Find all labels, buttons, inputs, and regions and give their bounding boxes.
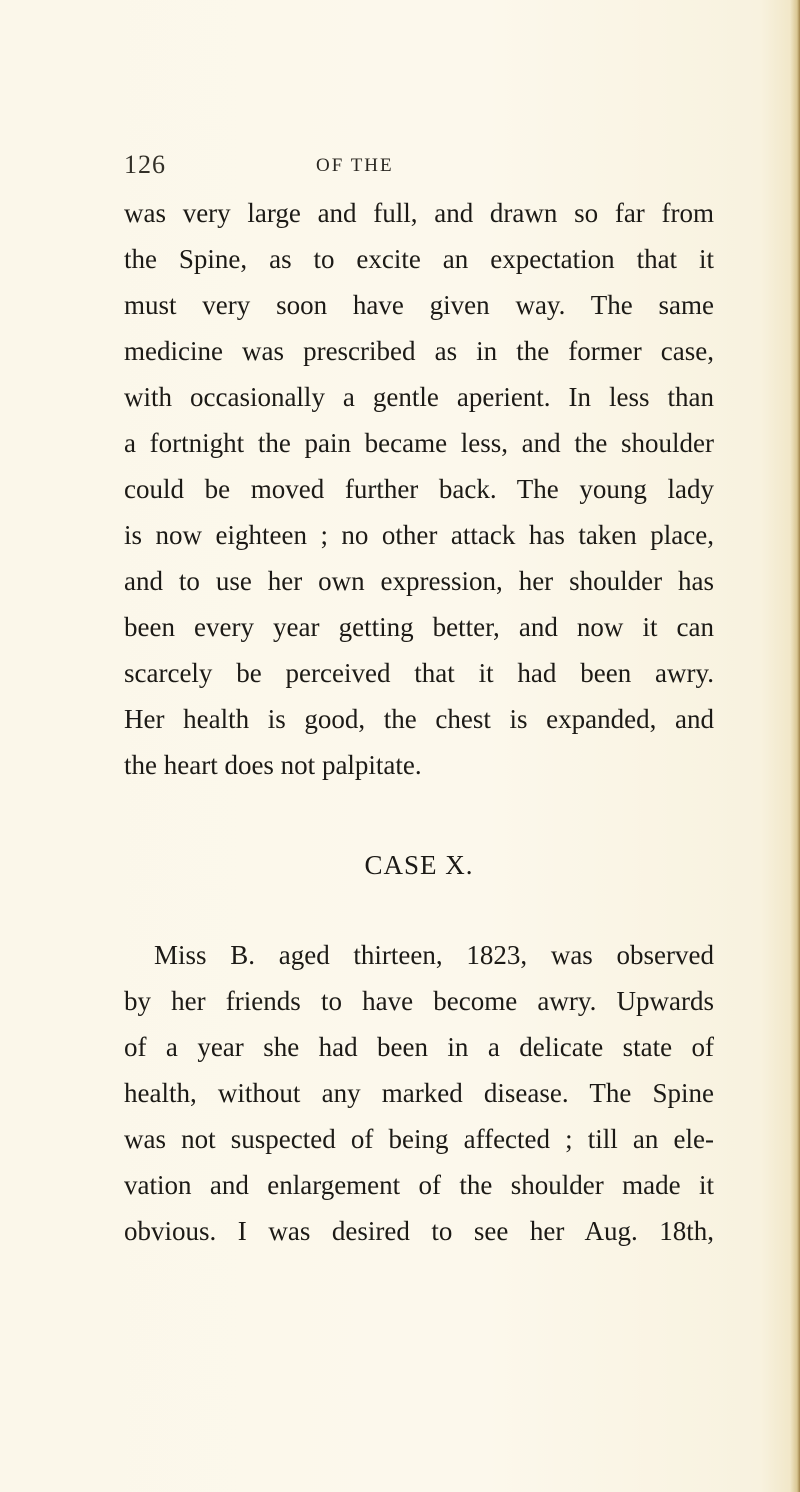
text-line: could be moved further back. The young lady xyxy=(124,474,714,504)
text-line: Miss B. aged thirteen, 1823, was observed xyxy=(154,940,714,970)
paragraph-1 xyxy=(124,190,714,788)
page-edge-shadow xyxy=(790,0,800,1492)
text-line: with occasionally a gentle aperient. In less than xyxy=(124,382,714,412)
text-line: the heart does not palpitate. xyxy=(124,750,422,780)
text-line: a fortnight the pain became less, and the shoulder xyxy=(124,428,714,458)
text-line: been every year getting better, and now it can xyxy=(124,612,714,642)
paragraph-2 xyxy=(124,932,714,1254)
page-header xyxy=(124,150,714,190)
running-head: OF THE xyxy=(316,155,394,176)
text-line: medicine was prescribed as in the former case, xyxy=(124,336,714,366)
text-line: health, without any marked disease. The Spine xyxy=(124,1078,714,1108)
page-number: 126 xyxy=(124,150,166,179)
text-line: obvious. I was desired to see her Aug. 18th, xyxy=(124,1216,714,1246)
text-line: scarcely be perceived that it had been awry. xyxy=(124,658,714,688)
text-line: by her friends to have become awry. Upwards xyxy=(124,986,714,1016)
text-line: vation and enlargement of the shoulder made it xyxy=(124,1170,714,1200)
text-line: the Spine, as to excite an expectation that it xyxy=(124,244,714,274)
text-line: was not suspected of being affected ; till an ele- xyxy=(124,1124,714,1154)
text-line: must very soon have given way. The same xyxy=(124,290,714,320)
case-heading: CASE X. xyxy=(364,850,474,880)
text-line: was very large and full, and drawn so far from xyxy=(124,198,714,228)
text-line: is now eighteen ; no other attack has taken place, xyxy=(124,520,714,550)
text-line: Her health is good, the chest is expanded, and xyxy=(124,704,714,734)
text-line: and to use her own expression, her shoulder has xyxy=(124,566,714,596)
text-line: of a year she had been in a delicate state of xyxy=(124,1032,714,1062)
